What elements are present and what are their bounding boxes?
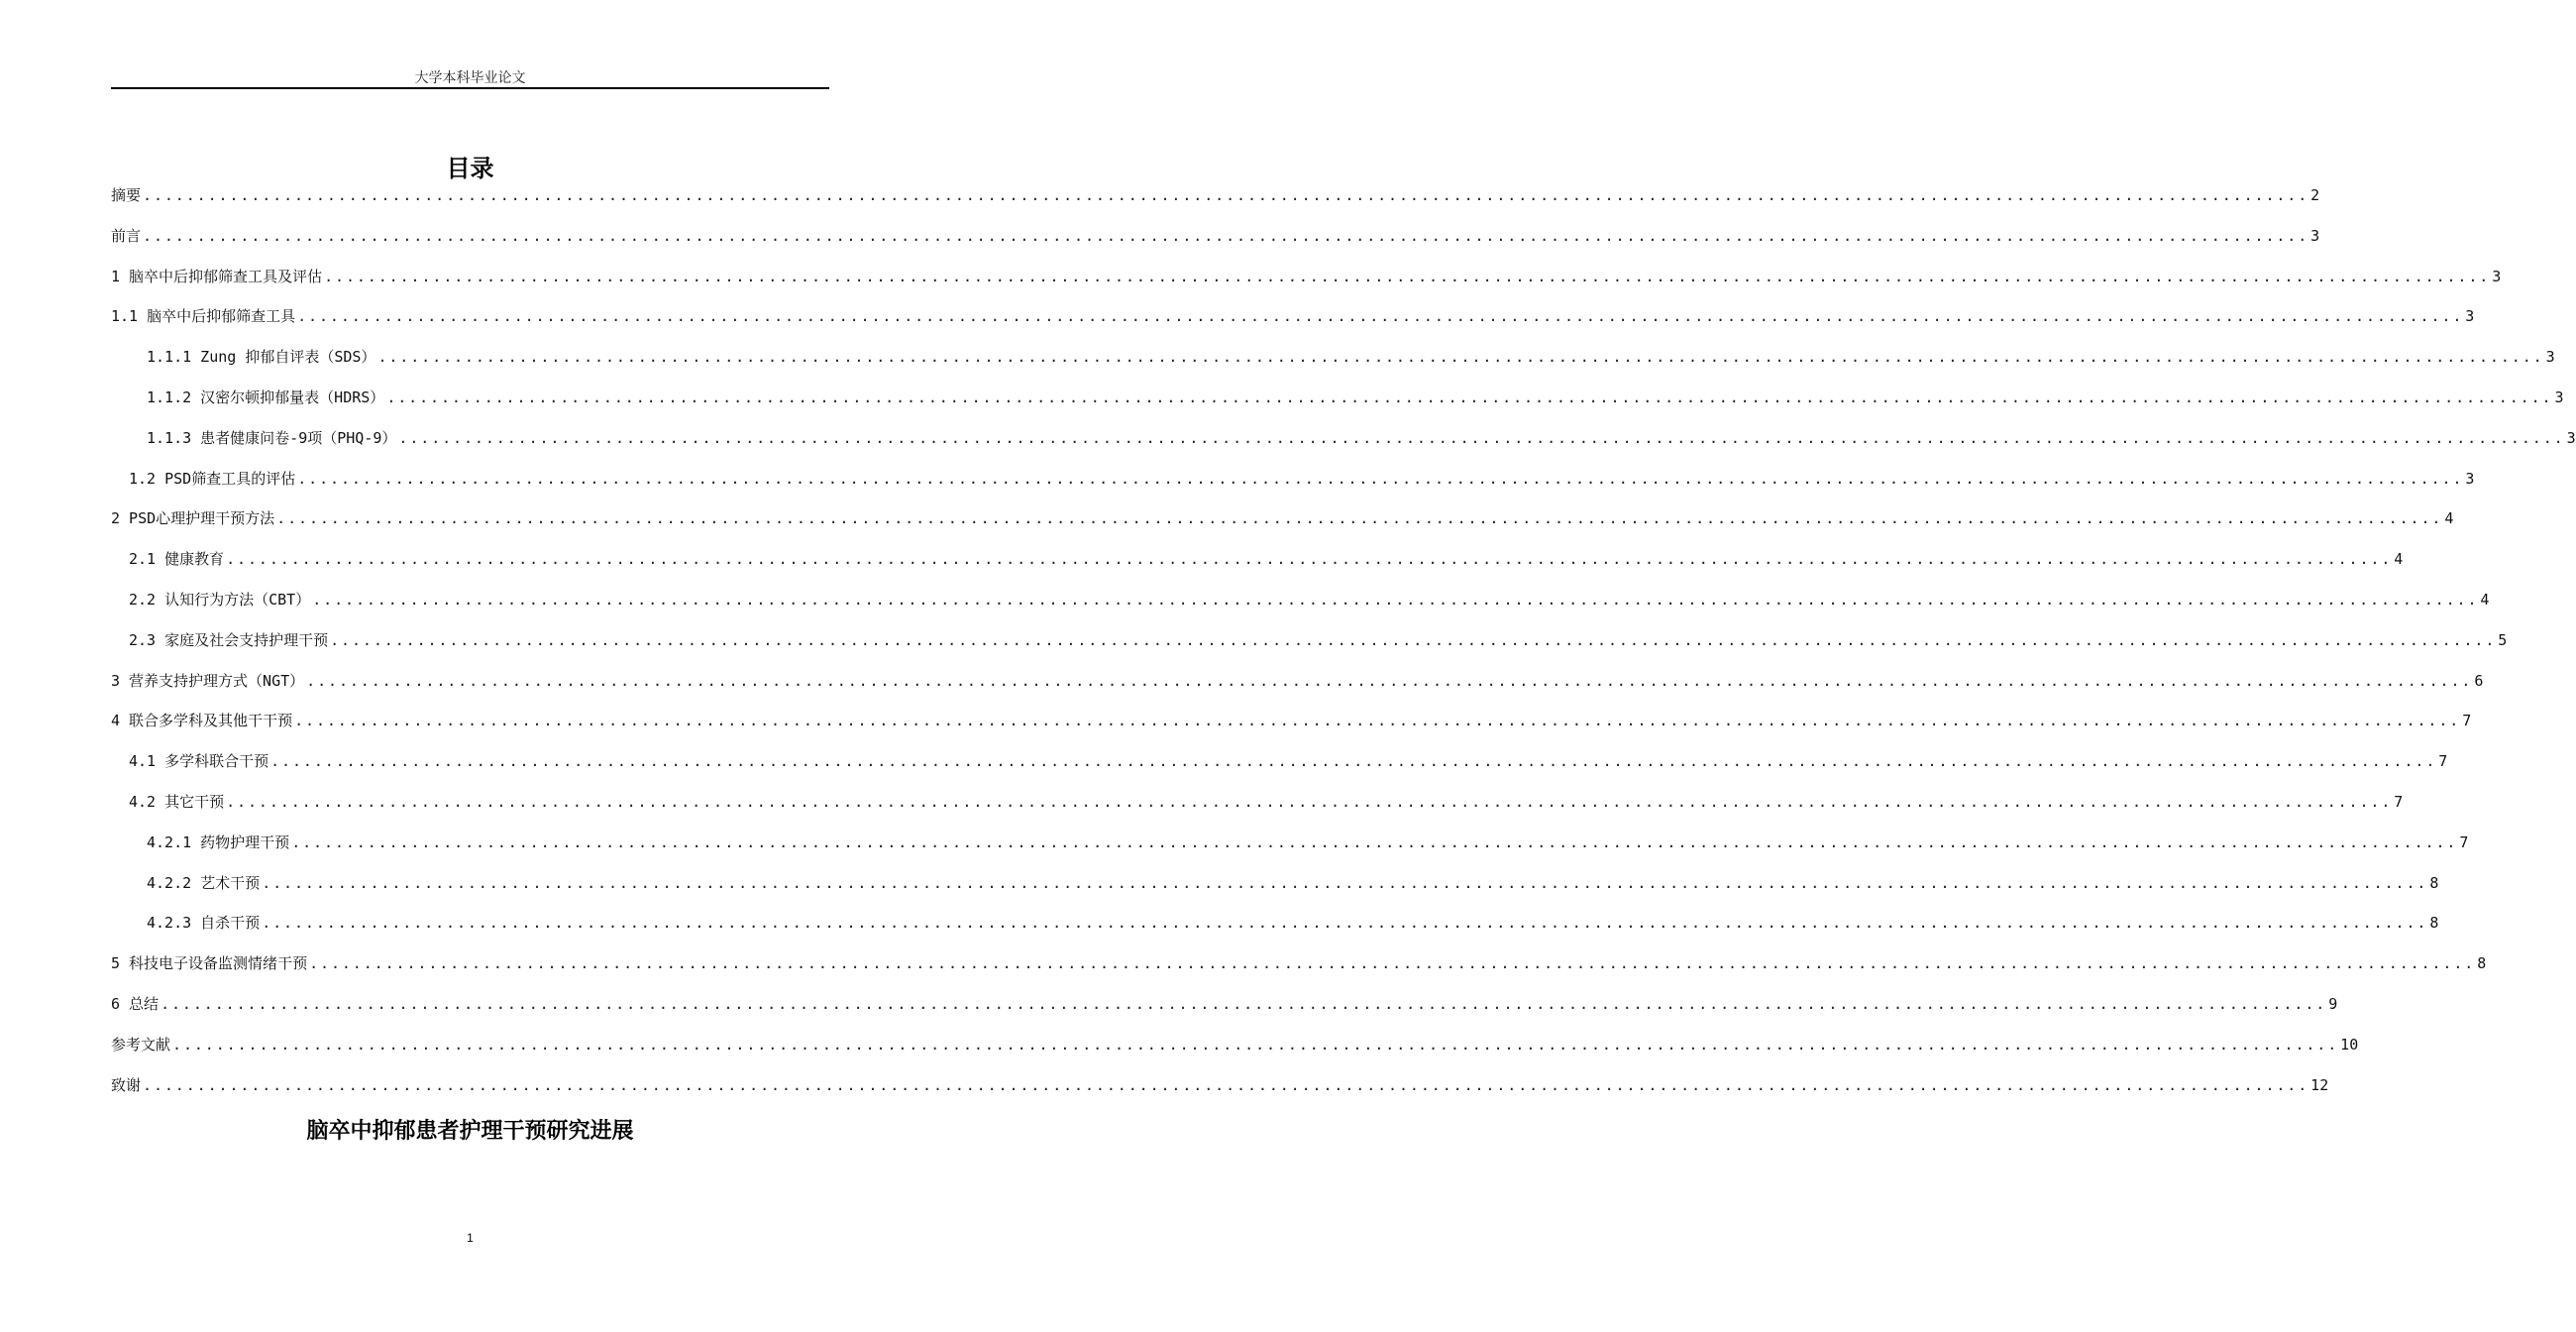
toc-entry-label: 2.1 健康教育 [129, 550, 225, 569]
toc-entry-page: 8 [2477, 954, 2487, 973]
header-rule [111, 87, 829, 89]
toc-entry-label: 5 科技电子设备监测情绪干预 [111, 954, 308, 973]
toc-dot-leader: ........................................................................................................................................................................................................ [297, 469, 2464, 488]
toc-entry-label: 1 脑卒中后抑郁筛查工具及评估 [111, 267, 323, 285]
toc-dot-leader: ........................................................................................................................................................................................................ [324, 267, 2491, 285]
toc-entry-label: 1.1.2 汉密尔顿抑郁量表（HDRS） [147, 388, 385, 406]
toc-entry-label: 参考文献 [111, 1035, 171, 1054]
toc-entry-page: 7 [2394, 792, 2404, 811]
toc-entry-label: 4.2.1 药物护理干预 [147, 832, 290, 851]
toc-dot-leader: ........................................................................................................................................................................................................ [143, 1075, 2309, 1094]
toc-entry[interactable] [111, 909, 2439, 949]
toc-dot-leader: ........................................................................................................................................................................................................ [270, 752, 2437, 771]
toc-entry-label: 1.1 脑卒中后抑郁筛查工具 [111, 307, 296, 326]
toc-dot-leader: ........................................................................................................................................................................................................ [309, 954, 2476, 973]
toc-entry[interactable] [111, 263, 2502, 303]
toc-dot-leader: ........................................................................................................................................................................................................ [294, 712, 2461, 730]
toc-entry-page: 8 [2429, 914, 2439, 933]
toc-entry[interactable] [111, 465, 2475, 505]
toc-entry-page: 7 [2438, 752, 2448, 771]
toc-entry[interactable] [111, 302, 2475, 343]
section-title: 脑卒中抑郁患者护理干预研究进展 [306, 1119, 634, 1144]
toc-entry[interactable] [111, 384, 2564, 424]
toc-dot-leader: ........................................................................................................................................................................................................ [398, 428, 2565, 447]
toc-entry-page: 8 [2429, 873, 2439, 892]
toc-entry[interactable] [111, 1031, 2359, 1071]
toc-entry-label: 4.2 其它干预 [129, 792, 225, 811]
toc-entry-page: 12 [2310, 1075, 2329, 1094]
toc-entry-page: 10 [2340, 1035, 2359, 1054]
running-header: 大学本科毕业论文 [414, 70, 526, 86]
toc-dot-leader: ........................................................................................................................................................................................................ [297, 307, 2464, 326]
toc-dot-leader: ........................................................................................................................................................................................................ [161, 994, 2327, 1013]
toc-entry-page: 2 [2310, 186, 2320, 204]
toc-entry-page: 3 [2566, 428, 2576, 447]
toc-entry-label: 1.2 PSD筛查工具的评估 [129, 469, 296, 488]
toc-dot-leader: ........................................................................................................................................................................................................ [226, 792, 2393, 811]
toc-dot-leader: ........................................................................................................................................................................................................ [330, 630, 2497, 649]
toc-entry-label: 致谢 [111, 1075, 142, 1094]
toc-entry[interactable] [111, 181, 2320, 222]
toc-entry-page: 3 [2545, 348, 2555, 367]
toc-entry[interactable] [111, 949, 2487, 990]
toc-entry-page: 3 [2465, 307, 2475, 326]
toc-dot-leader: ........................................................................................................................................................................................................ [226, 550, 2393, 569]
toc-entry-label: 4.1 多学科联合干预 [129, 752, 269, 771]
toc-dot-leader: ........................................................................................................................................................................................................ [276, 509, 2443, 528]
toc-entry-page: 7 [2459, 832, 2469, 851]
toc-entry[interactable] [111, 586, 2490, 626]
toc-dot-leader: ........................................................................................................................................................................................................ [291, 832, 2458, 851]
toc-entry[interactable] [111, 424, 2576, 465]
toc-entry-page: 4 [2480, 590, 2490, 609]
toc-entry-page: 3 [2492, 267, 2502, 285]
toc-dot-leader: ........................................................................................................................................................................................................ [262, 873, 2428, 892]
toc-dot-leader: ........................................................................................................................................................................................................ [377, 348, 2544, 367]
toc-entry-label: 前言 [111, 226, 142, 245]
toc-entry-page: 3 [2465, 469, 2475, 488]
toc-entry[interactable] [111, 504, 2454, 545]
toc-entry[interactable] [111, 1071, 2329, 1112]
toc-entry[interactable] [111, 222, 2320, 263]
toc-entry-label: 2.2 认知行为方法（CBT） [129, 590, 311, 609]
toc-entry[interactable] [111, 545, 2404, 586]
toc-entry-label: 摘要 [111, 186, 142, 204]
page-number: 1 [467, 1231, 474, 1245]
toc-entry-page: 4 [2444, 509, 2454, 528]
toc-dot-leader: ........................................................................................................................................................................................................ [172, 1035, 2339, 1054]
toc-entry-label: 4.2.2 艺术干预 [147, 873, 261, 892]
toc-entry-page: 6 [2474, 671, 2484, 690]
toc-entry[interactable] [111, 829, 2469, 869]
toc-entry-page: 3 [2554, 388, 2564, 406]
toc-entry-label: 1.1.1 Zung 抑郁自评表（SDS） [147, 348, 376, 367]
toc-entry[interactable] [111, 707, 2472, 747]
toc-entry-label: 2.3 家庭及社会支持护理干预 [129, 630, 329, 649]
toc-dot-leader: ........................................................................................................................................................................................................ [312, 590, 2479, 609]
toc-entry-page: 5 [2498, 630, 2508, 649]
toc-dot-leader: ........................................................................................................................................................................................................ [262, 914, 2428, 933]
toc-entry[interactable] [111, 343, 2555, 384]
toc-entry[interactable] [111, 667, 2484, 708]
toc-entry-page: 3 [2310, 226, 2320, 245]
toc-entry[interactable] [111, 788, 2404, 829]
toc-entry[interactable] [111, 990, 2338, 1031]
toc-dot-leader: ........................................................................................................................................................................................................ [386, 388, 2553, 406]
toc-entry-label: 6 总结 [111, 994, 160, 1013]
toc-title: 目录 [446, 155, 494, 182]
toc-entry-page: 7 [2462, 712, 2472, 730]
toc-entry-label: 4.2.3 自杀干预 [147, 914, 261, 933]
toc-dot-leader: ........................................................................................................................................................................................................ [143, 186, 2309, 204]
table-of-contents [111, 181, 2576, 1111]
toc-entry-label: 3 营养支持护理方式（NGT） [111, 671, 305, 690]
toc-entry[interactable] [111, 747, 2448, 788]
toc-entry-page: 4 [2394, 550, 2404, 569]
toc-dot-leader: ........................................................................................................................................................................................................ [306, 671, 2473, 690]
toc-entry-label: 4 联合多学科及其他干干预 [111, 712, 293, 730]
toc-entry[interactable] [111, 869, 2439, 910]
toc-dot-leader: ........................................................................................................................................................................................................ [143, 226, 2309, 245]
toc-entry-label: 1.1.3 患者健康问卷-9项（PHQ-9） [147, 428, 397, 447]
toc-entry[interactable] [111, 626, 2508, 667]
toc-entry-label: 2 PSD心理护理干预方法 [111, 509, 275, 528]
toc-entry-page: 9 [2328, 994, 2338, 1013]
